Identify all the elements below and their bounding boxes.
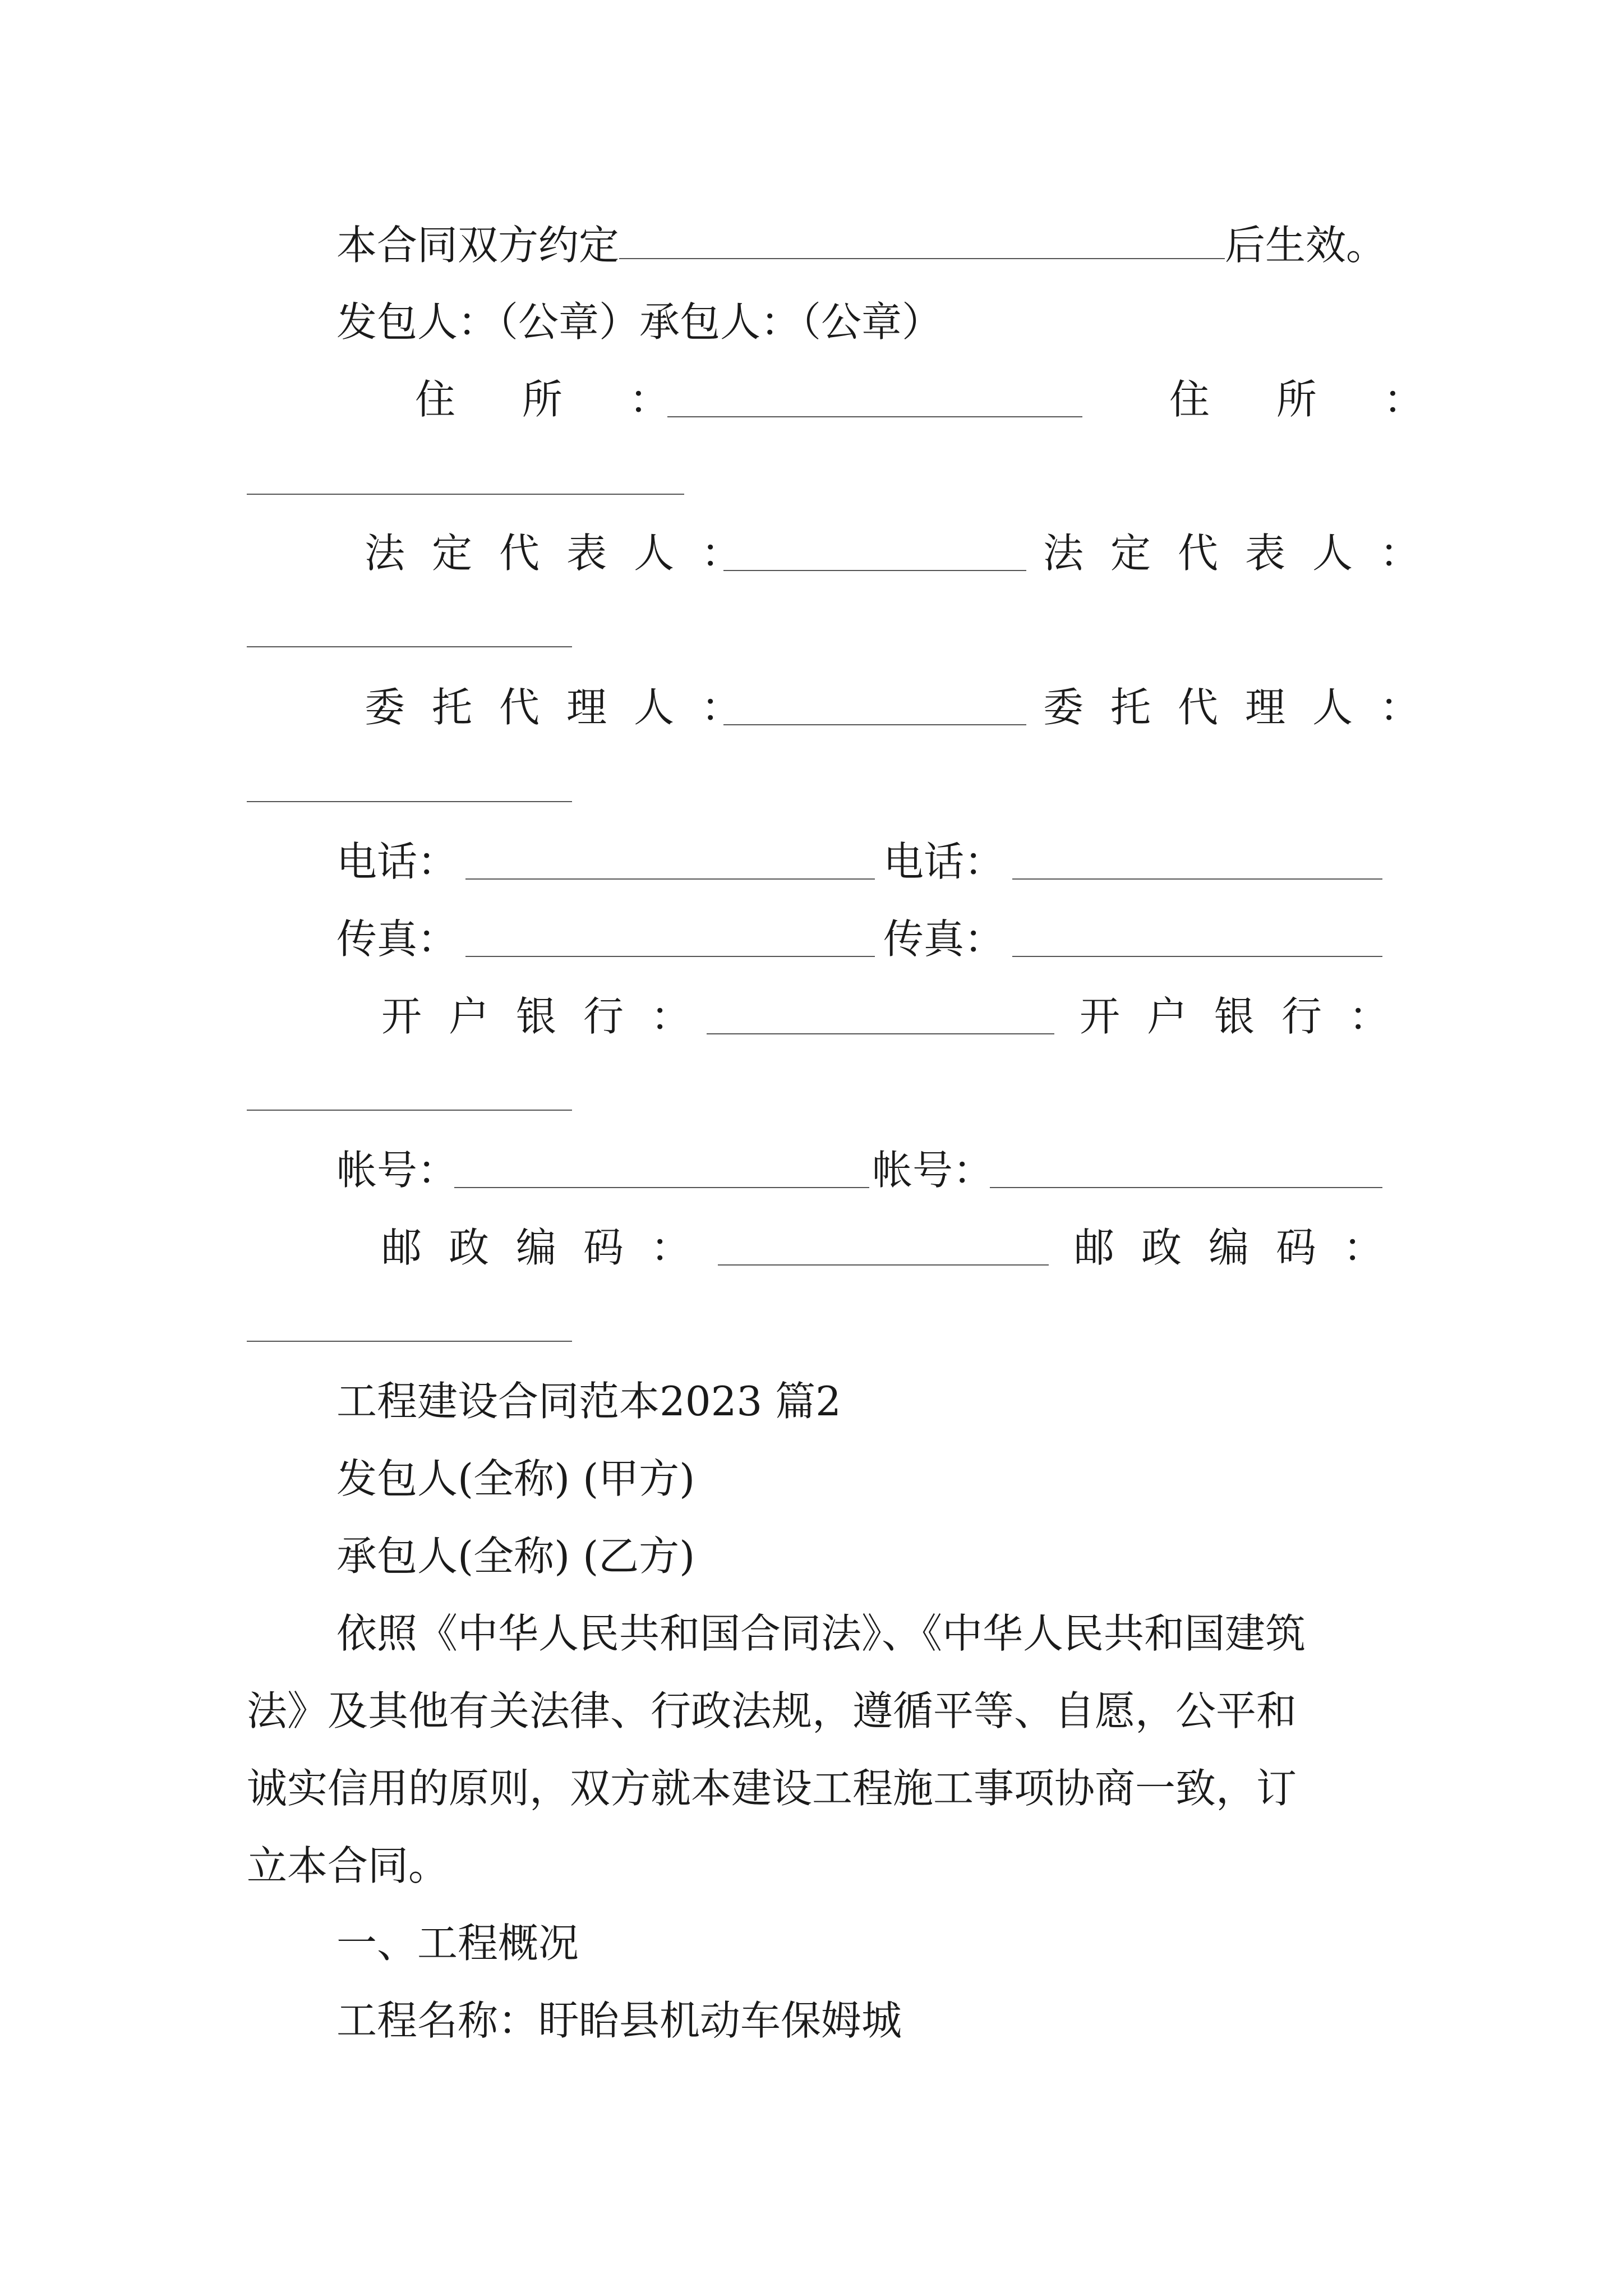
project-name-line: 工程名称：盱眙县机动车保姆城 <box>336 1997 902 2044</box>
contractor-fax-field[interactable] <box>1012 956 1382 957</box>
employer-name-line: 发包人(全称) (甲方) <box>336 1455 695 1502</box>
employer-agent-label: 委托代理人： <box>365 684 769 731</box>
employer-address-field[interactable] <box>667 416 1082 417</box>
preamble-line-1: 依照《中华人民共和国合同法》、《中华人民共和国建筑 <box>336 1610 1306 1657</box>
contractor-bank-label: 开户银行： <box>1080 993 1417 1040</box>
contractor-address-field[interactable] <box>247 494 684 495</box>
section-heading: 工程建设合同范本2023 篇2 <box>336 1378 841 1425</box>
employer-legal-rep-label: 法定代表人： <box>365 530 769 577</box>
contractor-account-field[interactable] <box>990 1187 1382 1188</box>
contractor-name-line: 承包人(全称) (乙方) <box>336 1533 695 1580</box>
employer-phone-field[interactable] <box>465 878 875 880</box>
contractor-bank-field[interactable] <box>247 1110 572 1111</box>
contractor-account-label: 帐号： <box>872 1147 994 1194</box>
overview-heading: 一、工程概况 <box>336 1920 579 1967</box>
effective-clause <box>336 222 1387 269</box>
employer-account-label: 帐号： <box>336 1147 458 1194</box>
contractor-legal-rep-field[interactable] <box>247 646 572 647</box>
preamble-line-3: 诚实信用的原则，双方就本建设工程施工事项协商一致，订 <box>247 1765 1297 1812</box>
employer-agent-field[interactable] <box>723 724 1026 725</box>
employer-fax-label: 传真： <box>336 915 458 963</box>
contractor-legal-rep-label: 法定代表人： <box>1043 530 1447 577</box>
effective-clause-prefix: 本合同双方约定 <box>336 222 620 269</box>
contractor-address-label: 住 所 ： <box>1169 376 1451 423</box>
employer-phone-label: 电话： <box>336 838 458 885</box>
effective-clause-suffix: 后生效。 <box>1225 222 1387 269</box>
contractor-postcode-field[interactable] <box>247 1341 572 1342</box>
contractor-fax-label: 传真： <box>883 915 1005 963</box>
contractor-agent-field[interactable] <box>247 801 572 802</box>
contractor-postcode-label: 邮政编码： <box>1074 1224 1411 1271</box>
preamble-line-2: 法》及其他有关法律、行政法规，遵循平等、自愿，公平和 <box>247 1687 1297 1734</box>
employer-bank-label: 开户银行： <box>381 993 718 1040</box>
employer-bank-field[interactable] <box>707 1033 1054 1034</box>
employer-fax-field[interactable] <box>465 956 875 957</box>
employer-address-label: 住 所 ： <box>415 376 697 423</box>
employer-account-field[interactable] <box>454 1187 869 1188</box>
contractor-agent-label: 委托代理人： <box>1043 684 1447 731</box>
parties-seal-line: 发包人：（公章）承包人：（公章） <box>336 298 943 346</box>
preamble-line-4: 立本合同。 <box>247 1842 449 1889</box>
contractor-phone-label: 电话： <box>883 838 1005 885</box>
effective-condition-field[interactable] <box>619 224 1225 259</box>
employer-legal-rep-field[interactable] <box>723 570 1026 571</box>
employer-postcode-label: 邮政编码： <box>381 1224 718 1271</box>
employer-postcode-field[interactable] <box>718 1264 1049 1266</box>
contractor-phone-field[interactable] <box>1012 878 1382 880</box>
